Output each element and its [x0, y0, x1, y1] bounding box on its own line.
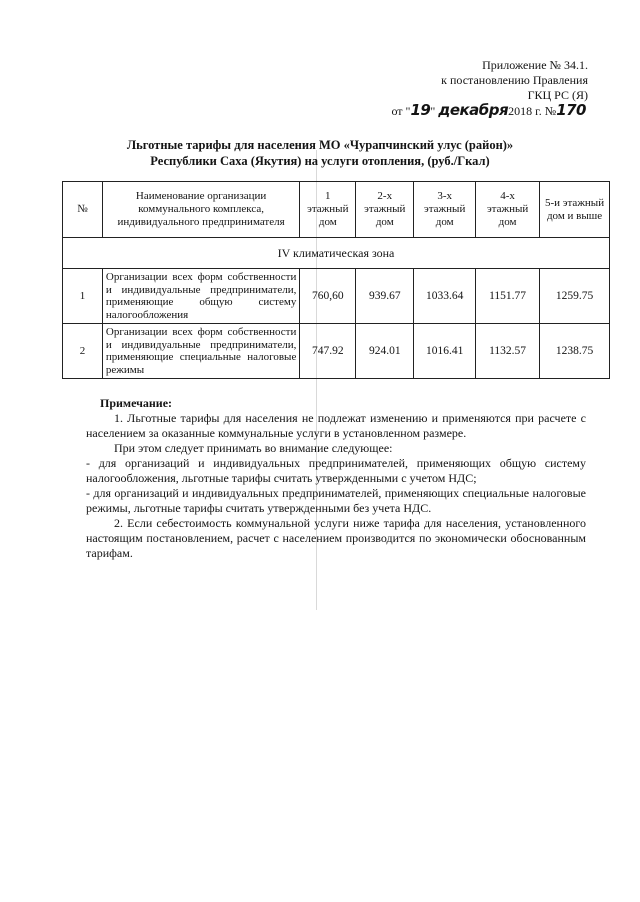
- table-row: [63, 324, 610, 379]
- tariff-1-floor: 760,60: [300, 269, 356, 324]
- document-title: [80, 137, 560, 169]
- title-line-1: Льготные тарифы для населения МО «Чурапчинский улус (район)»: [126, 138, 514, 152]
- header-2-floor: 2-х этажный дом: [356, 182, 414, 238]
- header-number: №: [63, 182, 103, 238]
- appendix-agency: ГКЦ РС (Я): [527, 88, 588, 102]
- tariff-3-floor: 1033.64: [414, 269, 476, 324]
- tariff-2-floor: 939.67: [356, 269, 414, 324]
- note-paragraph-3: - для организаций и индивидуальных предпринимателей, применяющих общую систему налогообложения, льготные тарифы считать утвержденными с учетом НДС;: [86, 456, 586, 485]
- appendix-number: Приложение № 34.1.: [482, 58, 588, 72]
- header-5-floor-plus: 5-и этажный дом и выше: [540, 182, 610, 238]
- order-day: 19: [410, 101, 431, 119]
- table-header-row: [63, 182, 610, 238]
- tariff-1-floor: 747.92: [300, 324, 356, 379]
- note-paragraph-5: 2. Если себестоимость коммунальной услуги ниже тарифа для населения, установленного настоящим постановлением, расчет с населением производится по экономически обоснованным тарифам.: [86, 516, 586, 560]
- order-date-line: [391, 101, 586, 119]
- tariff-table: [62, 181, 610, 379]
- order-number: 170: [556, 101, 586, 119]
- table-row: [63, 269, 610, 324]
- note-paragraph-2: При этом следует принимать во внимание следующее:: [114, 441, 393, 455]
- tariff-4-floor: 1132.57: [476, 324, 540, 379]
- order-prefix: от ": [391, 104, 411, 118]
- row-number: 2: [63, 324, 103, 379]
- climate-zone: IV климатическая зона: [63, 238, 610, 269]
- zone-row: [63, 238, 610, 269]
- note-paragraph-4: - для организаций и индивидуальных предпринимателей, применяющих специальные налоговые режимы, льготные тарифы считать утвержденными без учета НДС.: [86, 486, 586, 515]
- row-organization: Организации всех форм собственности и индивидуальные предприниматели, применяющие общую систему налогообложения: [102, 269, 299, 324]
- order-year: 2018 г. №: [508, 104, 557, 118]
- header-1-floor: 1 этажный дом: [300, 182, 356, 238]
- title-line-2: Республики Саха (Якутия) на услуги отопления, (руб./Гкал): [150, 154, 490, 168]
- appendix-block: [441, 58, 588, 103]
- tariff-2-floor: 924.01: [356, 324, 414, 379]
- tariff-3-floor: 1016.41: [414, 324, 476, 379]
- header-3-floor: 3-х этажный дом: [414, 182, 476, 238]
- tariff-5-floor-plus: 1238.75: [540, 324, 610, 379]
- tariff-5-floor-plus: 1259.75: [540, 269, 610, 324]
- appendix-resolution: к постановлению Правления: [441, 73, 588, 87]
- header-4-floor: 4-х этажный дом: [476, 182, 540, 238]
- order-month: декабря: [438, 101, 509, 119]
- order-quote: ": [430, 104, 436, 118]
- header-organization: Наименование организации коммунального комплекса, индивидуального предпринимателя: [102, 182, 299, 238]
- notes-heading: Примечание:: [100, 396, 173, 410]
- row-organization: Организации всех форм собственности и индивидуальные предприниматели, применяющие специальные налоговые режимы: [102, 324, 299, 379]
- notes-section: [86, 396, 586, 561]
- row-number: 1: [63, 269, 103, 324]
- note-paragraph-1: 1. Льготные тарифы для населения не подлежат изменению и применяются при расчете с населением за оказанные коммунальные услуги в установленном размере.: [86, 411, 586, 440]
- tariff-4-floor: 1151.77: [476, 269, 540, 324]
